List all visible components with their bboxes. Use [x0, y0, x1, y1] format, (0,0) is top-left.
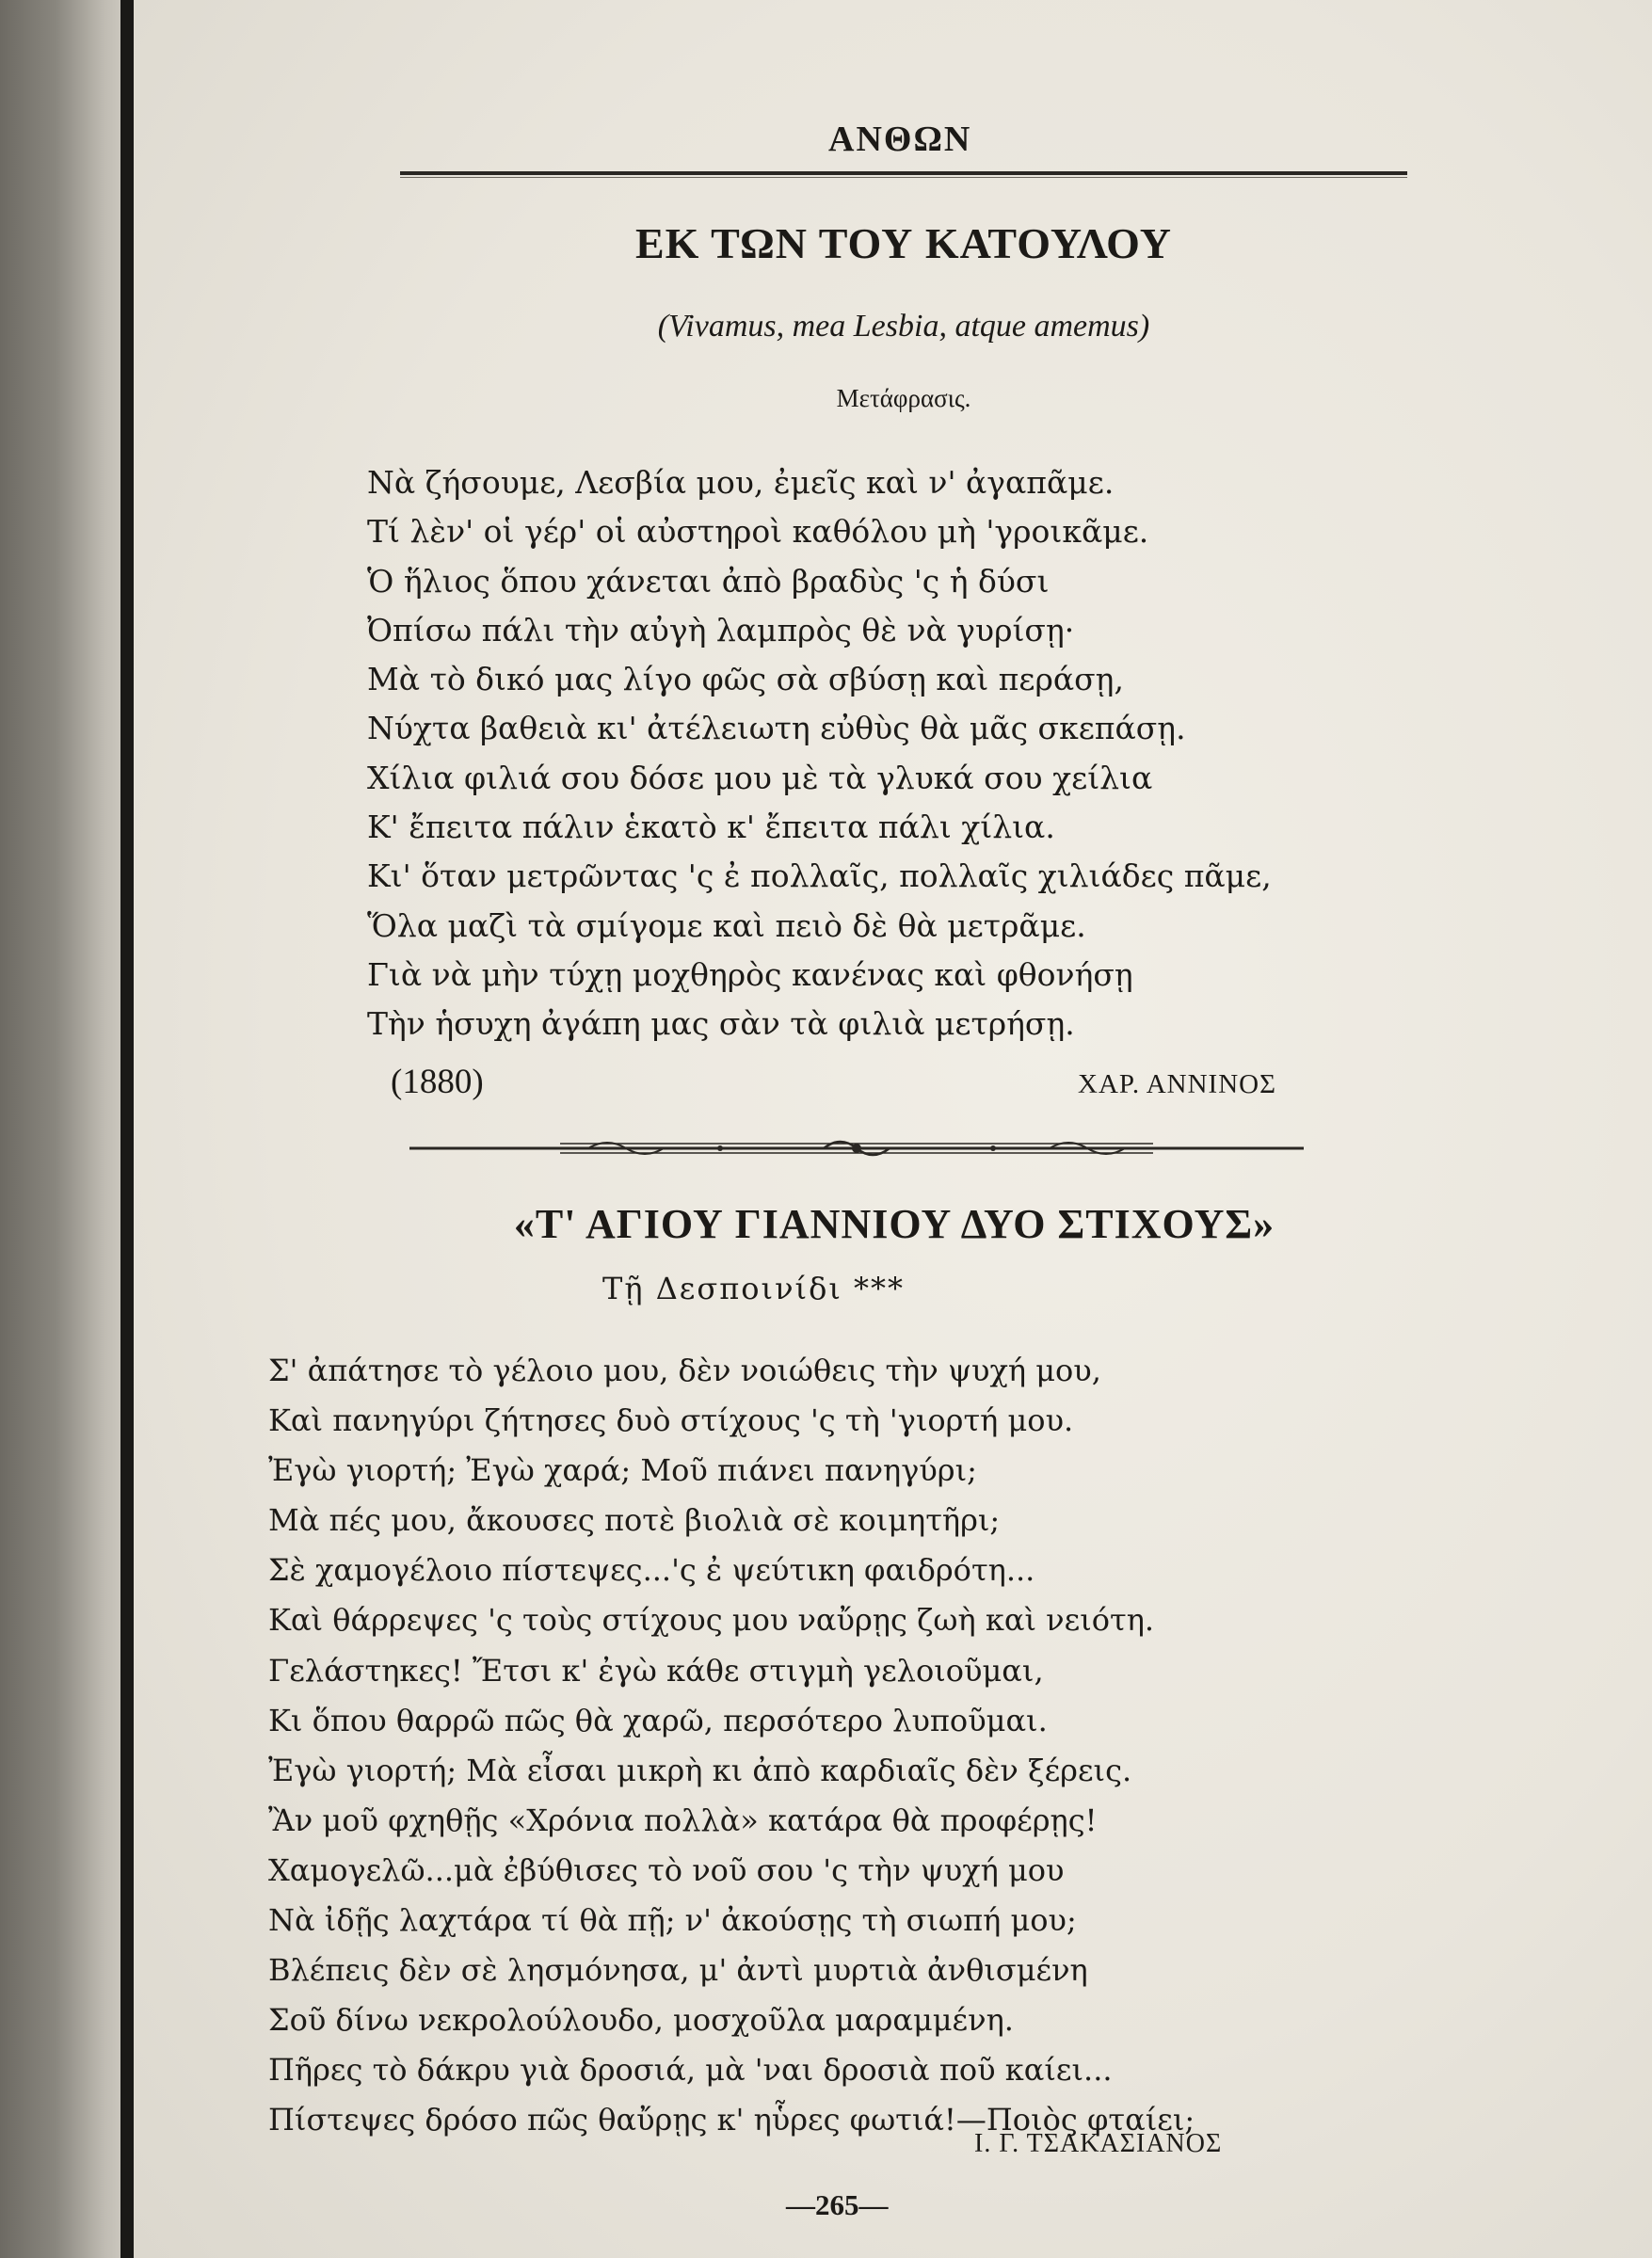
verse-line: Κ' ἔπειτα πάλιν ἑκατὸ κ' ἔπειτα πάλι χίλια.	[367, 809, 1055, 846]
poem1-translation-note: Μετάφρασις.	[836, 384, 971, 412]
verse-line: Ἂν μοῦ φχηθῇς «Χρόνια πολλὰ» κατάρα θὰ προφέρῃς!	[268, 1802, 1098, 1838]
verse-line: Βλέπεις δὲν σὲ λησμόνησα, μ' ἀντὶ μυρτιὰ ἀνθισμένη	[268, 1952, 1088, 1989]
poem2-dedication: Τῇ Δεσποινίδι ***	[602, 1271, 906, 1306]
header-rule	[400, 171, 1407, 175]
verse-line: Ἐγὼ γιορτή; Ἐγὼ χαρά; Μοῦ πιάνει πανηγύρι;	[268, 1452, 977, 1489]
verse-line: Μὰ τὸ δικό μας λίγο φῶς σὰ σβύσῃ καὶ περάσῃ,	[367, 661, 1124, 698]
verse-line: Πίστεψες δρόσο πῶς θαὔρῃς κ' ηὗρες φωτιά!—Ποιὸς φταίει;	[268, 2102, 1195, 2138]
page-number: —265—	[786, 2188, 889, 2221]
verse-line: Ὅλα μαζὶ τὰ σμίγομε καὶ πειὸ δὲ θὰ μετρᾶμε.	[367, 906, 1086, 944]
poem1-title: ΕΚ ΤΩΝ ΤΟΥ ΚΑΤΟΥΛΟΥ	[634, 219, 1172, 267]
verse-line: Χίλια φιλιά σου δόσε μου μὲ τὰ γλυκά σου χείλια	[367, 759, 1153, 796]
verse-line: Γελάστηκες! Ἔτσι κ' ἐγὼ κάθε στιγμὴ γελοιοῦμαι,	[268, 1652, 1044, 1689]
verse-line: Τὴν ἡσυχη ἀγάπη μας σὰν τὰ φιλιὰ μετρήσῃ.	[367, 1005, 1075, 1043]
verse-line: Καὶ θάρρεψες 'ς τοὺς στίχους μου ναὔρῃς ζωὴ καὶ νειότη.	[268, 1602, 1155, 1639]
verse-line: Νὰ ζήσουμε, Λεσβία μου, ἐμεῖς καὶ ν' ἀγαπᾶμε.	[367, 464, 1115, 501]
verse-line: Πῆρες τὸ δάκρυ γιὰ δροσιά, μὰ 'ναι δροσιὰ ποῦ καίει...	[268, 2052, 1113, 2089]
poem2-title: «Τ' ΑΓΙΟΥ ΓΙΑΝΝΙΟΥ ΔΥΟ ΣΤΙΧΟΥΣ»	[513, 1201, 1275, 1247]
poem1-author: ΧΑΡ. ΑΝΝΙΝΟΣ	[1078, 1069, 1276, 1099]
verse-line: Σοῦ δίνω νεκρολούλουδο, μοσχοῦλα μαραμμένη.	[268, 2002, 1014, 2039]
verse-line: Σ' ἀπάτησε τὸ γέλοιο μου, δὲν νοιώθεις τὴν ψυχή μου,	[268, 1353, 1101, 1388]
verse-line: Χαμογελῶ...μὰ ἐβύθισες τὸ νοῦ σου 'ς τὴν ψυχή μου	[268, 1851, 1065, 1888]
verse-line: Νὰ ἰδῇς λαχτάρα τί θὰ πῇ; ν' ἀκούσῃς τὴ σιωπή μου;	[268, 1902, 1077, 1939]
section-divider-ornament	[409, 1134, 1304, 1162]
verse-line: Κι ὅπου θαρρῶ πῶς θὰ χαρῶ, περσότερο λυποῦμαι.	[268, 1702, 1048, 1738]
verse-line: Κι' ὅταν μετρῶντας 'ς ἐ πολλαῖς, πολλαῖς χιλιάδες πᾶμε,	[367, 857, 1272, 895]
verse-line: Τί λὲν' οἱ γέρ' οἱ αὐστηροὶ καθόλου μὴ 'γροικᾶμε.	[367, 513, 1149, 551]
poem2-author: Ι. Γ. ΤΣΑΚΑΣΙΑΝΟΣ	[974, 2129, 1223, 2158]
verse-line: Σὲ χαμογέλοιο πίστεψες...'ς ἐ ψεύτικη φαιδρότη...	[268, 1552, 1035, 1589]
poem1-verses	[367, 458, 1272, 1049]
verse-line: Ὀπίσω πάλι τὴν αὐγὴ λαμπρὸς θὲ νὰ γυρίσῃ·	[367, 611, 1075, 649]
verse-line: Ὁ ἥλιος ὅπου χάνεται ἀπὸ βραδὺς 'ς ἡ δύσι	[367, 562, 1050, 600]
verse-line: Νύχτα βαθειὰ κι' ἀτέλειωτη εὐθὺς θὰ μᾶς σκεπάσῃ.	[367, 710, 1186, 747]
poem1-year: (1880)	[391, 1063, 484, 1101]
header-rule-thin	[400, 177, 1407, 178]
book-gutter	[120, 0, 134, 2258]
facing-page-edge	[0, 0, 127, 2258]
running-head: ΑΝΘΩΝ	[828, 120, 972, 159]
verse-line: Γιὰ νὰ μὴν τύχῃ μοχθηρὸς κανένας καὶ φθονήσῃ	[367, 955, 1133, 993]
poem2-verses	[268, 1346, 1195, 2146]
verse-line: Ἐγὼ γιορτή; Μὰ εἶσαι μικρὴ κι ἀπὸ καρδιαῖς δὲν ξέρεις.	[268, 1752, 1132, 1788]
poem1-latin-subtitle: (Vivamus, mea Lesbia, atque amemus)	[657, 309, 1150, 344]
verse-line: Μὰ πές μου, ἄκουσες ποτὲ βιολιὰ σὲ κοιμητῆρι;	[268, 1502, 1001, 1539]
verse-line: Καὶ πανηγύρι ζήτησες δυὸ στίχους 'ς τὴ 'γιορτή μου.	[268, 1402, 1074, 1439]
